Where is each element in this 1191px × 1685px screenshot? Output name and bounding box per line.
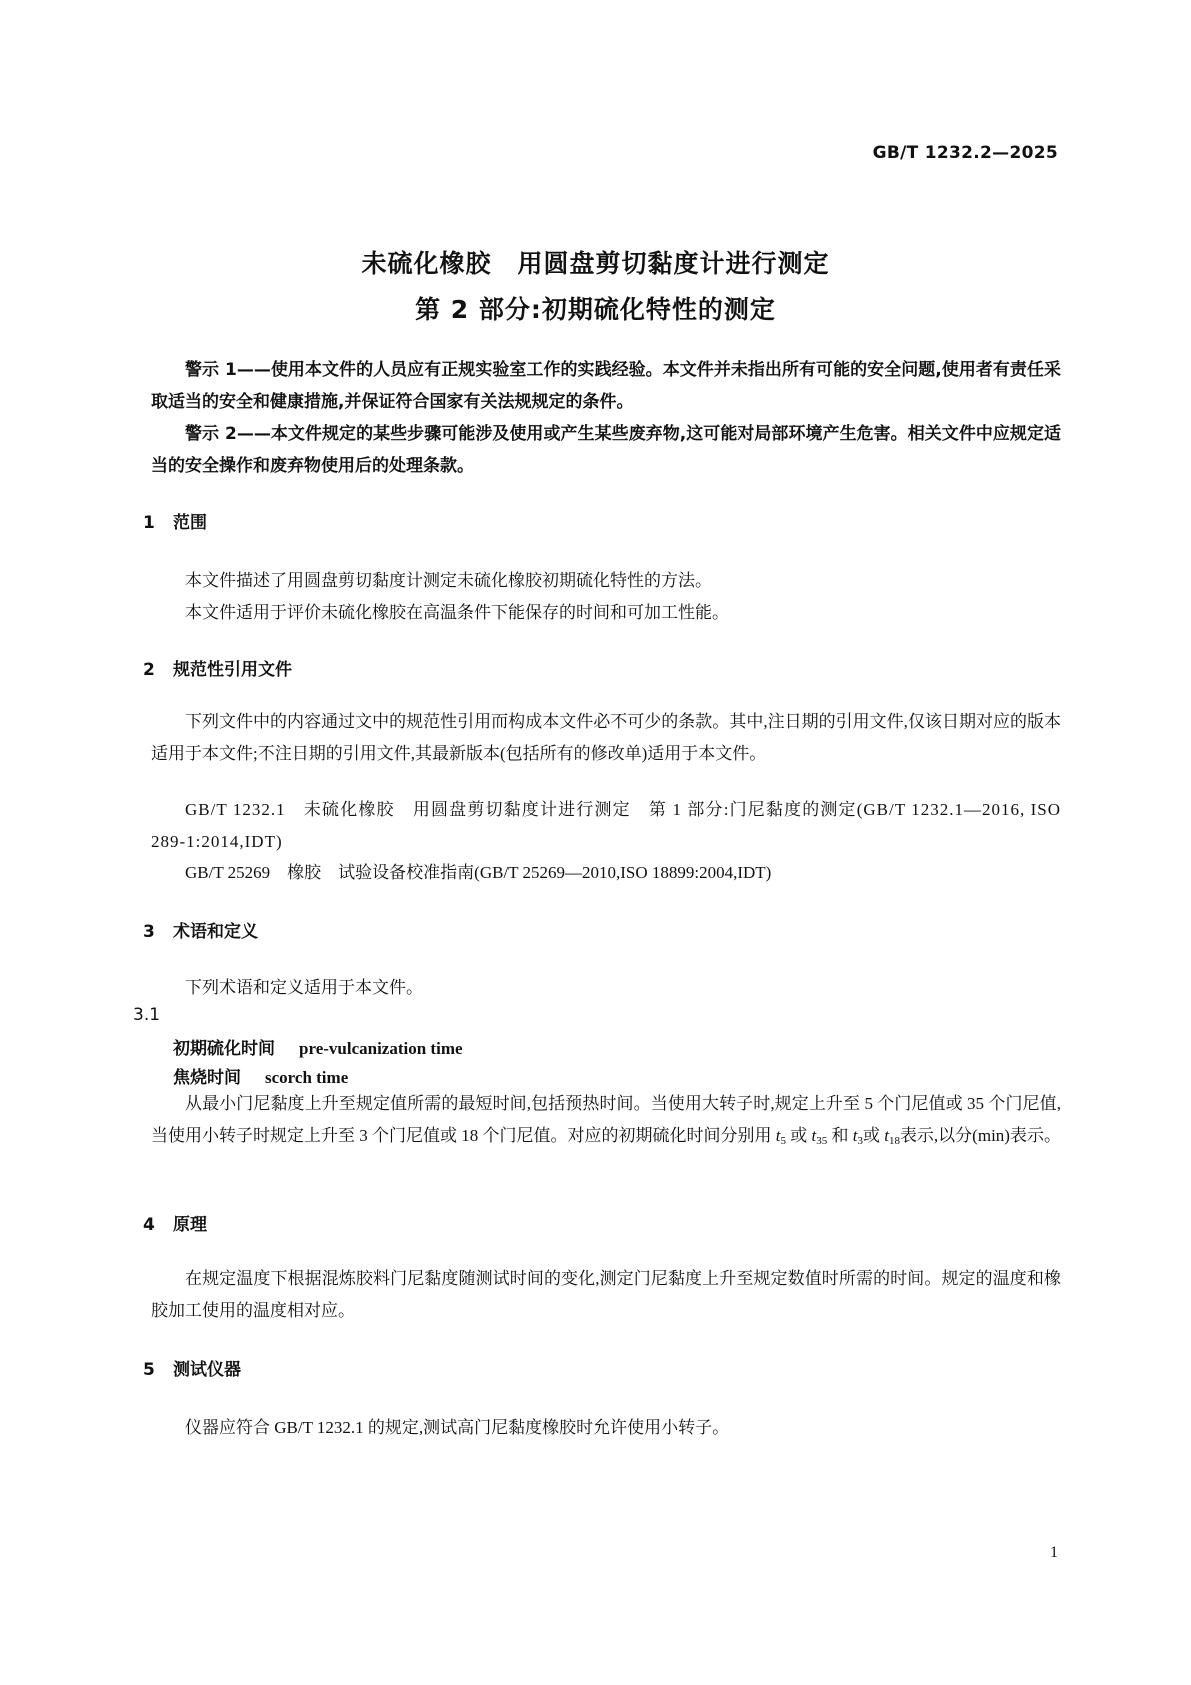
section-number: 3: [143, 922, 155, 942]
term-en: pre-vulcanization time: [299, 1039, 463, 1058]
document-title-line1: 未硫化橡胶 用圆盘剪切黏度计进行测定: [361, 249, 830, 278]
standard-code: GB/T 1232.2—2025: [872, 143, 1058, 163]
section-2-heading: [143, 655, 292, 680]
section-number: 1: [143, 513, 155, 533]
reference-gb-t-1232-1: GB/T 1232.1 未硫化橡胶 用圆盘剪切黏度计进行测定 第 1 部分:门尼黏度的测定(GB/T 1232.1—2016, ISO 289-1:2014,IDT): [151, 800, 1061, 851]
term-alt-en: scorch time: [265, 1068, 349, 1087]
page-number: 1: [1050, 1544, 1058, 1561]
warning-2: 警示 2——本文件规定的某些步骤可能涉及使用或产生某些废弃物,这可能对局部环境产生危害。相关文件中应规定适当的安全操作和废弃物使用后的处理条款。: [151, 424, 1061, 476]
apparatus-paragraph: 仪器应符合 GB/T 1232.1 的规定,测试高门尼黏度橡胶时允许使用小转子。: [185, 1418, 730, 1437]
term-number: 3.1: [133, 1005, 161, 1025]
term-preferred: [173, 1034, 463, 1059]
section-3-heading: [143, 917, 258, 942]
section-title: 范围: [173, 513, 207, 533]
section-number: 4: [143, 1215, 155, 1235]
section-number: 2: [143, 660, 155, 680]
term-admitted: [173, 1063, 348, 1088]
term-definition: 从最小门尼黏度上升至规定值所需的最短时间,包括预热时间。当使用大转子时,规定上升至 5 个门尼值或 35 个门尼值,当使用小转子时规定上升至 3 个门尼值或 18 个门尼值。对应的初期硫化时间分别用 $t_5$ 或 $t_{35}$ 和 $t_3$或 $t_{18}$表示,以分(min)表示。: [151, 1094, 1061, 1147]
section-title: 测试仪器: [173, 1360, 241, 1380]
section-number: 5: [143, 1360, 155, 1380]
term-cn: 初期硫化时间: [173, 1039, 275, 1059]
scope-paragraph-1: 本文件描述了用圆盘剪切黏度计测定未硫化橡胶初期硫化特性的方法。: [185, 571, 712, 590]
section-title: 原理: [173, 1215, 207, 1235]
section-5-heading: [143, 1355, 241, 1380]
term-alt-cn: 焦烧时间: [173, 1068, 241, 1088]
warning-1: 警示 1——使用本文件的人员应有正规实验室工作的实践经验。本文件并未指出所有可能的安全问题,使用者有责任采取适当的安全和健康措施,并保证符合国家有关法规规定的条件。: [151, 360, 1061, 412]
principle-paragraph: 在规定温度下根据混炼胶料门尼黏度随测试时间的变化,测定门尼黏度上升至规定数值时所需的时间。规定的温度和橡胶加工使用的温度相对应。: [151, 1269, 1061, 1320]
terms-intro: 下列术语和定义适用于本文件。: [185, 978, 423, 997]
section-title: 术语和定义: [173, 922, 258, 942]
section-1-heading: [143, 508, 207, 533]
document-title-line2: 第 2 部分:初期硫化特性的测定: [415, 295, 776, 324]
section-title: 规范性引用文件: [173, 660, 292, 680]
section-4-heading: [143, 1210, 207, 1235]
reference-gb-t-25269: GB/T 25269 橡胶 试验设备校准指南(GB/T 25269—2010,ISO 18899:2004,IDT): [185, 863, 772, 882]
scope-paragraph-2: 本文件适用于评价未硫化橡胶在高温条件下能保存的时间和可加工性能。: [185, 603, 729, 622]
normative-references-intro: 下列文件中的内容通过文中的规范性引用而构成本文件必不可少的条款。其中,注日期的引用文件,仅该日期对应的版本适用于本文件;不注日期的引用文件,其最新版本(包括所有的修改单)适用于本文件。: [151, 712, 1061, 763]
